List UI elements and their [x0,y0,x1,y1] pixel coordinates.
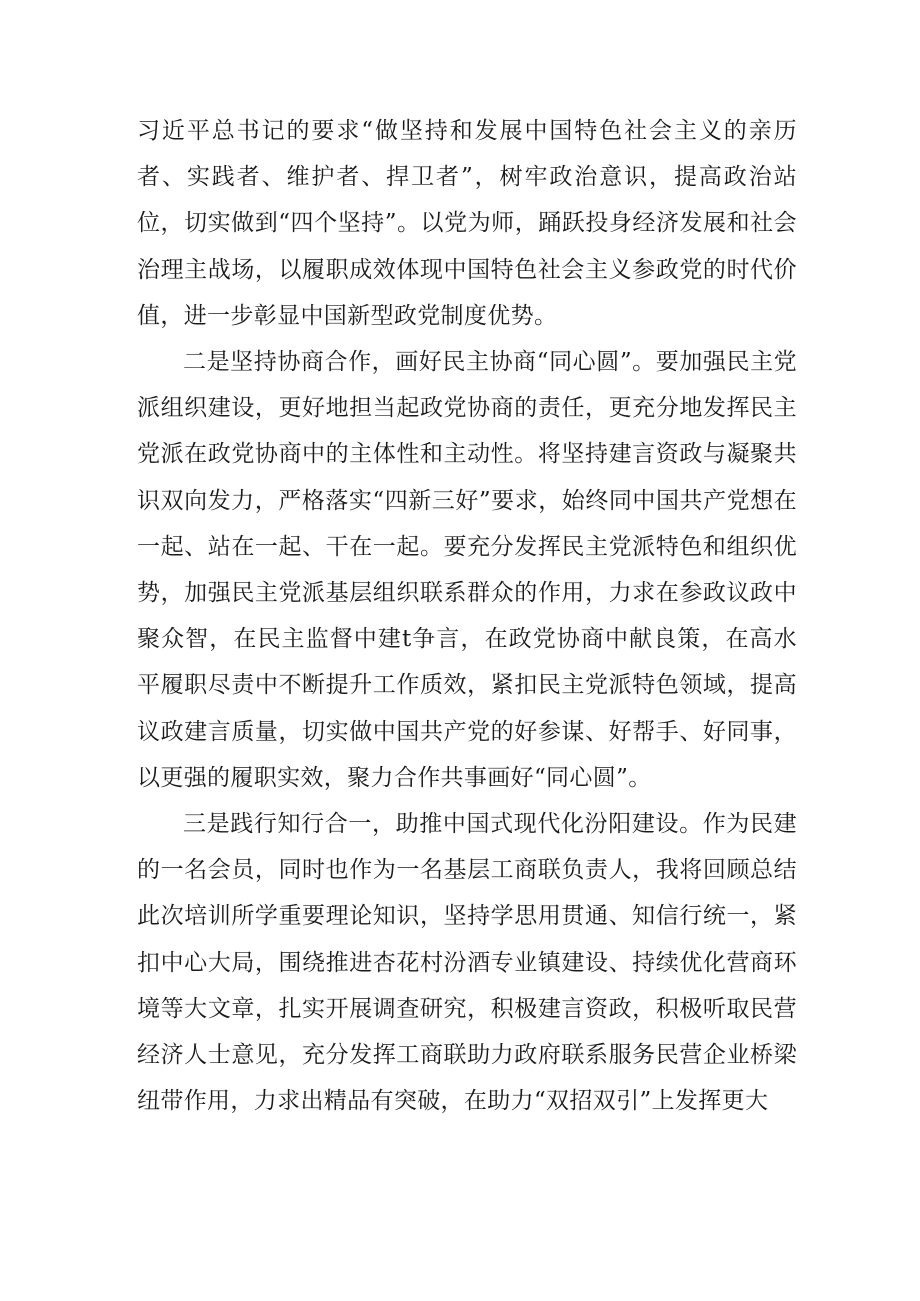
paragraph-continuation: 习近平总书记的要求“做坚持和发展中国特色社会主义的亲历者、实践者、维护者、捍卫者”，树牢政治意识，提高政治站位，切实做到“四个坚持”。以党为师，踊跃投身经济发展和社会治理主战场，以履职成效体现中国特色社会主义参政党的时代价值，进一步彰显中国新型政党制度优势。 [137,118,797,329]
document-body [137,108,797,1124]
paragraph-three-practice: 三是践行知行合一，助推中国式现代化汾阳建设。作为民建的一名会员，同时也作为一名基层工商联负责人，我将回顾总结此次培训所学重要理论知识，坚持学思用贯通、知信行统一，紧扣中心大局，围绕推进杏花村汾酒专业镇建设、持续优化营商环境等大文章，扎实开展调查研究，积极建言资政，积极听取民营经济人士意见，充分发挥工商联助力政府联系服务民营企业桥梁纽带作用，力求出精品有突破，在助力“双招双引”上发挥更大 [137,811,797,1115]
paragraph-two-negotiation: 二是坚持协商合作，画好民主协商“同心圆”。要加强民主党派组织建设，更好地担当起政党协商的责任，更充分地发挥民主党派在政党协商中的主体性和主动性。将坚持建言资政与凝聚共识双向发力，严格落实“四新三好”要求，始终同中国共产党想在一起、站在一起、干在一起。要充分发挥民主党派特色和组织优势，加强民主党派基层组织联系群众的作用，力求在参政议政中聚众智，在民主监督中建t争言，在政党协商中献良策，在高水平履职尽责中不断提升工作质效，紧扣民主党派特色领域，提高议政建言质量，切实做中国共产党的好参谋、好帮手、好同事，以更强的履职实效，聚力合作共事画好“同心圆”。 [137,349,797,791]
